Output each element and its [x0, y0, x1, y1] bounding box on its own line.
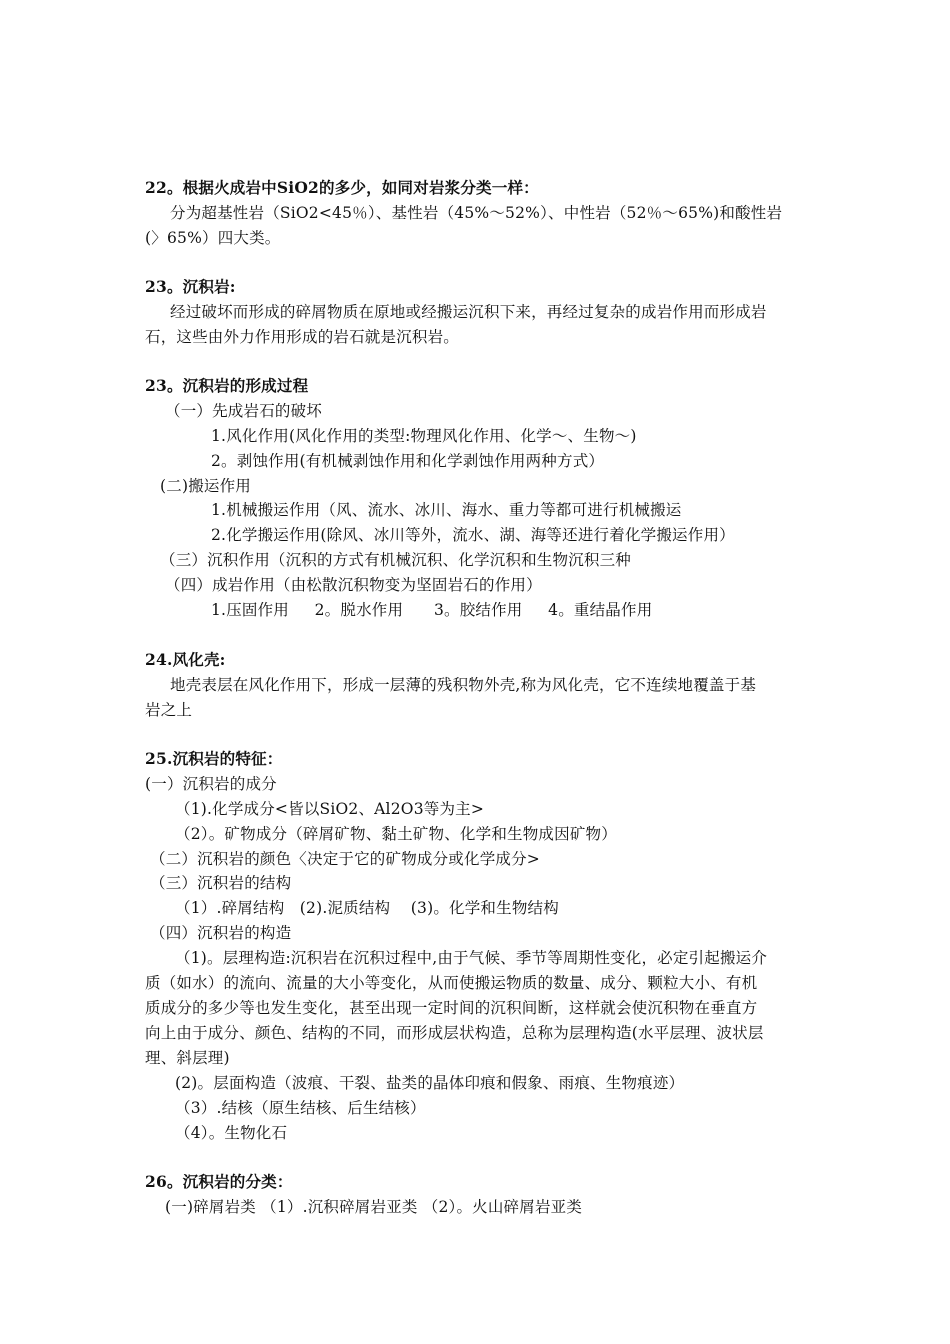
section-24-line-1: 地壳表层在风化作用下，形成一层薄的残积物外壳,称为风化壳，它不连续地覆盖于基 [170, 676, 757, 694]
section-24-line-2: 岩之上 [145, 701, 193, 719]
section-25-line-2: （1).化学成分<皆以SiO2、Al2O3等为主> [175, 800, 485, 818]
section-23b-line-3: 2。剥蚀作用(有机械剥蚀作用和化学剥蚀作用两种方式） [211, 452, 605, 470]
section-23b-line-4: (二)搬运作用 [160, 477, 251, 495]
section-25-line-7: （四）沉积岩的构造 [150, 924, 292, 942]
section-23-line-1: 经过破坏而形成的碎屑物质在原地或经搬运沉积下来，再经过复杂的成岩作用而形成岩 [170, 303, 767, 321]
section-25-line-15: （4）。生物化石 [175, 1124, 288, 1142]
section-24-heading: 24.风化壳: [145, 650, 226, 669]
section-23b-line-5: 1.机械搬运作用（风、流水、冰川、海水、重力等都可进行机械搬运 [211, 501, 682, 519]
section-25-line-13: (2)。层面构造（波痕、干裂、盐类的晶体印痕和假象、雨痕、生物痕迹） [175, 1074, 685, 1092]
section-25-line-9: 质（如水）的流向、流量的大小等变化，从而使搬运物质的数量、成分、颗粒大小、有机 [145, 974, 758, 992]
section-22-line-1: 分为超基性岩（SiO2<45％）、基性岩（45%～52%）、中性岩（52％～65%)和酸性岩 [170, 204, 783, 222]
section-23-heading: 23。沉积岩: [145, 277, 236, 296]
section-25-line-11: 向上由于成分、颜色、结构的不同，而形成层状构造，总称为层理构造(水平层理、波状层 [145, 1024, 764, 1042]
section-23b-heading: 23。沉积岩的形成过程 [145, 376, 309, 395]
section-25-line-8: （1)。层理构造:沉积岩在沉积过程中,由于气候、季节等周期性变化，必定引起搬运介 [175, 949, 768, 967]
section-25-line-6: （1）.碎屑结构 (2).泥质结构 (3)。化学和生物结构 [175, 899, 559, 917]
section-25-line-14: （3）.结核（原生结核、后生结核） [175, 1099, 426, 1117]
section-25-line-5: （三）沉积岩的结构 [150, 874, 292, 892]
section-22-heading: 22。根据火成岩中SiO2的多少，如同对岩浆分类一样： [145, 178, 539, 197]
section-23-line-2: 石，这些由外力作用形成的岩石就是沉积岩。 [145, 328, 460, 346]
section-25-line-1: (一）沉积岩的成分 [145, 775, 277, 793]
section-25-line-12: 理、斜层理) [145, 1049, 230, 1067]
section-23b-line-6: 2.化学搬运作用(除风、冰川等外，流水、湖、海等还进行着化学搬运作用） [211, 526, 735, 544]
section-23b-line-2: 1.风化作用(风化作用的类型:物理风化作用、化学～、生物～) [211, 427, 637, 445]
section-23b-line-7: （三）沉积作用（沉积的方式有机械沉积、化学沉积和生物沉积三种 [160, 551, 632, 569]
section-25-line-3: （2）。矿物成分（碎屑矿物、黏土矿物、化学和生物成因矿物） [175, 825, 617, 843]
section-22-line-2: (〉65%）四大类。 [145, 229, 281, 247]
section-25-line-10: 质成分的多少等也发生变化，甚至出现一定时间的沉积间断，这样就会使沉积物在垂直方 [145, 999, 758, 1017]
section-23b-line-1: （一）先成岩石的破坏 [165, 402, 323, 420]
section-23b-line-8: （四）成岩作用（由松散沉积物变为坚固岩石的作用） [165, 576, 542, 594]
section-25-line-4: （二）沉积岩的颜色〈决定于它的矿物成分或化学成分> [150, 850, 540, 868]
section-26-heading: 26。沉积岩的分类： [145, 1172, 293, 1191]
section-26-line-1: (一)碎屑岩类 （1）.沉积碎屑岩亚类 （2）。火山碎屑岩亚类 [165, 1198, 583, 1216]
section-25-heading: 25.沉积岩的特征： [145, 749, 283, 768]
section-23b-line-9: 1.压固作用 2。脱水作用 3。胶结作用 4。重结晶作用 [211, 601, 653, 619]
